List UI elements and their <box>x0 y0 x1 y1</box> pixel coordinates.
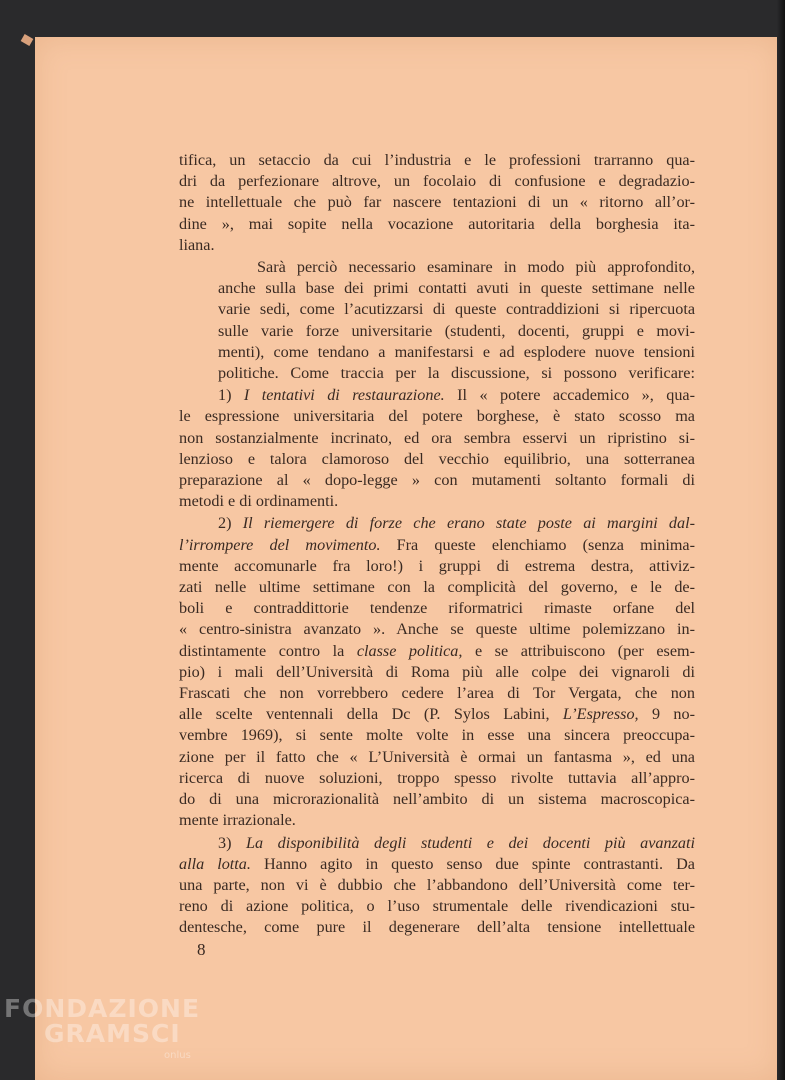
text-line: ricerca di nuove soluzioni, troppo spesso rivolte tuttavia all’appro- <box>179 768 695 787</box>
text-line: alle scelte ventennali della Dc (P. Sylos Labini, L’Espresso, 9 no- <box>179 705 696 724</box>
text-line: vembre 1969), si sente molte volte in esse una sincera preoccupa- <box>179 726 695 745</box>
paragraph-1 <box>179 150 695 256</box>
watermark-logo <box>4 994 201 1061</box>
text-line: lenzioso e talora clamoroso del vecchio equilibrio, una sotterranea <box>179 449 695 468</box>
text-line: boli e contraddittorie tendenze riformatrici rimaste orfane del <box>179 599 695 618</box>
text-line: menti), come tendano a manifestarsi e ad esplodere nuove tensioni <box>218 342 695 361</box>
text-line: le espressione universitaria del potere borghese, è stato scosso ma <box>179 407 695 426</box>
text-line: distintamente contro la classe politica, e se attribuiscono (per esem- <box>179 641 695 660</box>
watermark-line-2: GRAMSCI <box>44 1019 181 1048</box>
text-line: sulle varie forze universitarie (studenti, docenti, gruppi e movi- <box>218 321 695 340</box>
paragraph-3 <box>179 385 695 512</box>
paragraph-2 <box>179 257 695 384</box>
text-line: anche sulla base dei primi contatti avuti in queste settimane nelle <box>218 279 695 298</box>
text-line: reno di azione politica, o l’uso strumentale delle rivendicazioni stu- <box>179 897 695 916</box>
text-line: Frascati che non vorrebbero cedere l’area di Tor Vergata, che non <box>179 684 695 703</box>
watermark-line-3: onlus <box>164 1050 191 1061</box>
paragraph-4 <box>179 513 695 831</box>
scan-edge <box>777 0 785 1080</box>
text-line: preparazione al « dopo-legge » con mutamenti soltanto formali di <box>179 471 695 490</box>
body-text <box>179 150 695 939</box>
text-line: Sarà perciò necessario esaminare in modo più approfondito, <box>257 258 695 277</box>
text-line: tifica, un setaccio da cui l’industria e le professioni trarranno qua- <box>179 151 695 169</box>
text-line: dri da perfezionare altrove, un focolaio di confusione e degradazio- <box>179 172 695 191</box>
text-line: liana. <box>179 235 215 254</box>
text-line: 1) I tentativi di restaurazione. Il « potere accademico », qua- <box>218 386 696 405</box>
watermark-line-1: FONDAZIONE <box>4 994 201 1023</box>
text-line: varie sedi, come l’acutizzarsi di queste contraddizioni si ripercuota <box>218 300 695 319</box>
text-line: ne intellettuale che può far nascere tentazioni di un « ritorno all’or- <box>179 193 695 212</box>
text-line: metodi e di ordinamenti. <box>179 492 339 511</box>
text-line: 2) Il riemergere di forze che erano state poste ai margini dal- <box>218 514 696 533</box>
text-line: 3) La disponibilità degli studenti e dei docenti più avanzati <box>218 833 696 852</box>
paragraph-5 <box>179 833 695 939</box>
text-line: « centro-sinistra avanzato ». Anche se queste ultime polemizzano in- <box>179 620 695 639</box>
text-line: mente irrazionale. <box>179 811 296 830</box>
text-line: pio) i mali dell’Università di Roma più alle colpe dei vignaroli di <box>179 662 695 681</box>
text-line: dentesche, come pure il degenerare dell’alta tensione intellettuale <box>179 918 695 937</box>
text-line: l’irrompere del movimento. Fra queste elenchiamo (senza minima- <box>179 535 695 554</box>
text-line: non sostanzialmente incrinato, ed ora sembra esservi un ripristino si- <box>179 428 695 447</box>
text-line: mente accomunarle fra loro!) i gruppi di estrema destra, attiviz- <box>179 556 695 575</box>
text-line: una parte, non vi è dubbio che l’abbandono dell’Università come ter- <box>179 875 695 894</box>
page-corner-mark <box>21 34 34 46</box>
text-line: zione per il fatto che « L’Università è ormai un fantasma », ed una <box>179 747 695 766</box>
text-line: politiche. Come traccia per la discussione, si possono verificare: <box>218 364 695 383</box>
text-line: zati nelle ultime settimane con la complicità del governo, e le de- <box>179 578 695 597</box>
page-number: 8 <box>197 940 206 959</box>
text-line: dine », mai sopite nella vocazione autoritaria della borghesia ita- <box>179 214 695 233</box>
text-line: alla lotta. Hanno agito in questo senso due spinte contrastanti. Da <box>179 854 695 873</box>
text-line: do di una microrazionalità nell’ambito di un sistema macroscopica- <box>179 790 695 809</box>
